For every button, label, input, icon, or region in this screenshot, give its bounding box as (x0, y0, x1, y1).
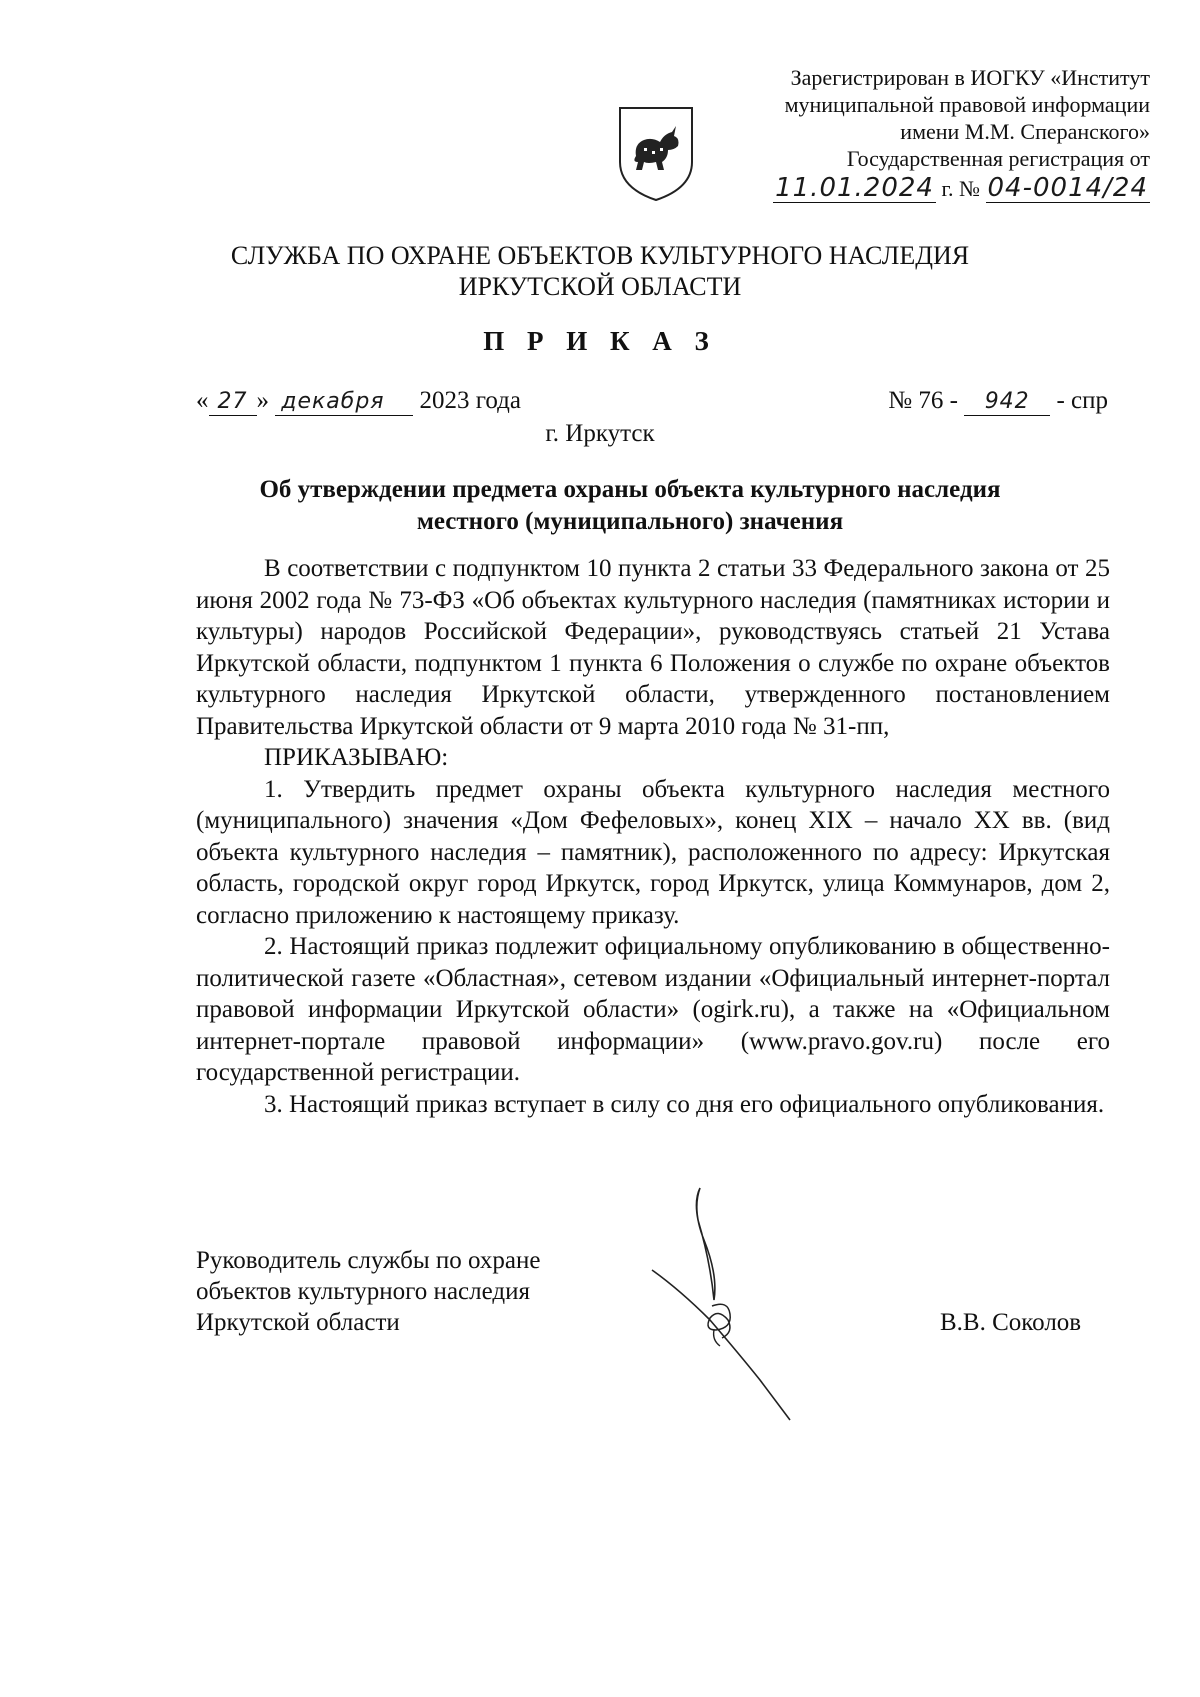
order-item-3: 3. Настоящий приказ вступает в силу со дня его официального опубликования. (264, 1090, 1105, 1118)
quote-open: « (196, 387, 209, 414)
position-line-2: объектов культурного наследия (196, 1278, 530, 1305)
registration-line-2: муниципальной правовой информации (784, 92, 1150, 117)
registration-number-prefix: г. № (941, 176, 981, 201)
preamble-paragraph: В соответствии с подпунктом 10 пункта 2 статьи 33 Федерального закона от 25 июня 2002 года № 73-ФЗ «Об объектах культурного наследия (памятниках истории и культуры) народов Российской Федерации», руководствуясь статьей 21 Устава Иркутской области, подпунктом 1 пункта 6 Положения о службе по охране объектов культурного наследия Иркутской области, утвержденного постановлением Правительства Иркутской области от 9 марта 2010 года № 31-пп, (196, 555, 1110, 740)
order-item-1: 1. Утвердить предмет охраны объекта культурного наследия местного (муниципального) значения «Дом Фефеловых», конец XIX – начало XX вв. (вид объекта культурного наследия – памятник), расположенного по адресу: Иркутская область, городской округ город Иркутск, город Иркутск, улица Коммунаров, дом 2, согласно приложению к настоящему приказу. (196, 775, 1110, 929)
position-line-1: Руководитель службы по охране (196, 1247, 541, 1274)
order-number-prefix: № 76 - (888, 387, 958, 414)
order-number (888, 387, 1108, 416)
order-day: 27 (217, 389, 248, 414)
registration-stamp (710, 64, 1150, 203)
quote-close: » (256, 387, 269, 414)
organization-line-2: ИРКУТСКОЙ ОБЛАСТИ (458, 272, 742, 301)
coat-of-arms-icon (614, 104, 698, 204)
organization-name (0, 240, 1200, 302)
order-number-value: 942 (984, 389, 1030, 414)
signatory-name: В.В. Соколов (940, 1309, 1082, 1336)
order-date (196, 387, 521, 416)
registration-date: 11.01.2024 (775, 173, 934, 203)
order-item-2: 2. Настоящий приказ подлежит официальному опубликованию в общественно-политической газете «Областная», сетевом издании «Официальный интернет-портал правовой информации Иркутской области» (ogirk.ru), а также на «Официальном интернет-портале правовой информации» (www.pravo.gov.ru) после его государственной регистрации. (196, 933, 1110, 1086)
registration-date-row (710, 174, 1150, 203)
subject-line-1: Об утверждении предмета охраны объекта культурного наследия (259, 476, 1001, 503)
order-city: г. Иркутск (545, 420, 655, 447)
registration-line-4: Государственная регистрация от (846, 146, 1150, 171)
registration-line-1: Зарегистрирован в ИОГКУ «Институт (790, 65, 1150, 90)
subject-line-2: местного (муниципального) значения (416, 508, 844, 535)
order-month: декабря (281, 389, 385, 414)
position-line-3: Иркутской области (196, 1309, 400, 1336)
order-word: ПРИКАЗЫВАЮ: (264, 744, 449, 771)
registration-line-3: имени М.М. Сперанского» (900, 119, 1150, 144)
organization-line-1: СЛУЖБА ПО ОХРАНЕ ОБЪЕКТОВ КУЛЬТУРНОГО НАСЛЕДИЯ (230, 241, 970, 270)
handwritten-signature (640, 1180, 810, 1430)
order-year: 2023 года (419, 387, 521, 414)
document-title: П Р И К А З (483, 326, 717, 356)
order-body (196, 553, 1110, 1120)
order-number-suffix: - спр (1056, 387, 1108, 414)
signatory-position (196, 1245, 540, 1338)
registration-number: 04-0014/24 (987, 173, 1148, 203)
order-subject (200, 474, 1060, 538)
